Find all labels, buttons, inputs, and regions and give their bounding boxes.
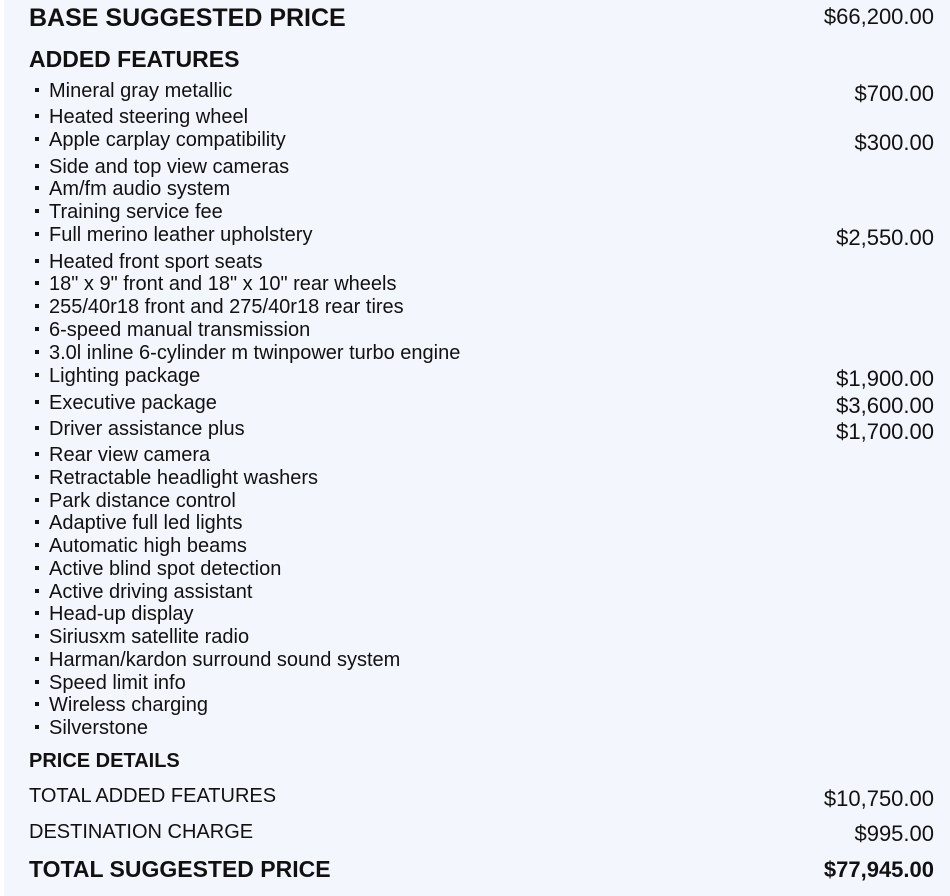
feature-label: Retractable headlight washers [49,467,319,489]
base-price-label: BASE SUGGESTED PRICE [29,4,346,32]
feature-label: Siriusxm satellite radio [49,626,250,648]
bullet-icon [35,88,39,92]
feature-label: Full merino leather upholstery [49,224,313,246]
feature-label: Training service fee [49,201,223,223]
feature-label: 3.0l inline 6-cylinder m twinpower turbo engine [49,342,461,364]
feature-price: $3,600.00 [836,393,934,418]
feature-price: $300.00 [854,130,934,155]
feature-label: Active blind spot detection [49,558,282,580]
total-added-features-value: $10,750.00 [823,786,934,811]
total-suggested-price-value: $77,945.00 [823,857,934,882]
base-price-value: $66,200.00 [823,4,934,29]
feature-label: Park distance control [49,490,236,512]
destination-charge-value: $995.00 [854,821,934,846]
feature-price: $2,550.00 [836,225,934,250]
feature-label: Adaptive full led lights [49,512,243,534]
bullet-icon [35,426,39,430]
feature-label: Side and top view cameras [49,156,290,178]
feature-label: Apple carplay compatibility [49,129,286,151]
bullet-icon [35,566,39,570]
bullet-icon [35,657,39,661]
bullet-icon [35,498,39,502]
bullet-icon [35,400,39,404]
price-summary-panel [4,0,950,896]
feature-label: Mineral gray metallic [49,80,233,102]
feature-label: 255/40r18 front and 275/40r18 rear tires [49,296,404,318]
bullet-icon [35,702,39,706]
added-features-heading: ADDED FEATURES [29,46,240,72]
bullet-icon [35,520,39,524]
bullet-icon [35,373,39,377]
feature-price: $700.00 [854,81,934,106]
bullet-icon [35,164,39,168]
bullet-icon [35,232,39,236]
feature-label: Driver assistance plus [49,418,245,440]
feature-label: Rear view camera [49,444,211,466]
bullet-icon [35,680,39,684]
total-suggested-price-label: TOTAL SUGGESTED PRICE [29,856,331,882]
destination-charge-label: DESTINATION CHARGE [29,821,254,843]
feature-label: Heated front sport seats [49,251,263,273]
feature-label: 18" x 9" front and 18" x 10" rear wheels [49,273,397,295]
feature-price: $1,700.00 [836,419,934,444]
feature-price: $1,900.00 [836,366,934,391]
total-added-features-label: TOTAL ADDED FEATURES [29,785,277,807]
feature-label: Speed limit info [49,672,186,694]
bullet-icon [35,304,39,308]
feature-label: Harman/kardon surround sound system [49,649,401,671]
bullet-icon [35,452,39,456]
price-details-heading: PRICE DETAILS [29,750,180,772]
feature-label: Active driving assistant [49,581,253,603]
feature-label: Lighting package [49,365,201,387]
feature-label: Heated steering wheel [49,106,249,128]
bullet-icon [35,209,39,213]
bullet-icon [35,327,39,331]
bullet-icon [35,725,39,729]
bullet-icon [35,350,39,354]
bullet-icon [35,137,39,141]
bullet-icon [35,611,39,615]
feature-label: Head-up display [49,603,194,625]
bullet-icon [35,475,39,479]
bullet-icon [35,114,39,118]
feature-label: Automatic high beams [49,535,247,557]
bullet-icon [35,543,39,547]
feature-label: Am/fm audio system [49,178,231,200]
bullet-icon [35,634,39,638]
bullet-icon [35,281,39,285]
bullet-icon [35,186,39,190]
feature-label: Wireless charging [49,694,208,716]
feature-label: Silverstone [49,717,148,739]
feature-label: Executive package [49,392,217,414]
bullet-icon [35,259,39,263]
feature-label: 6-speed manual transmission [49,319,311,341]
bullet-icon [35,589,39,593]
